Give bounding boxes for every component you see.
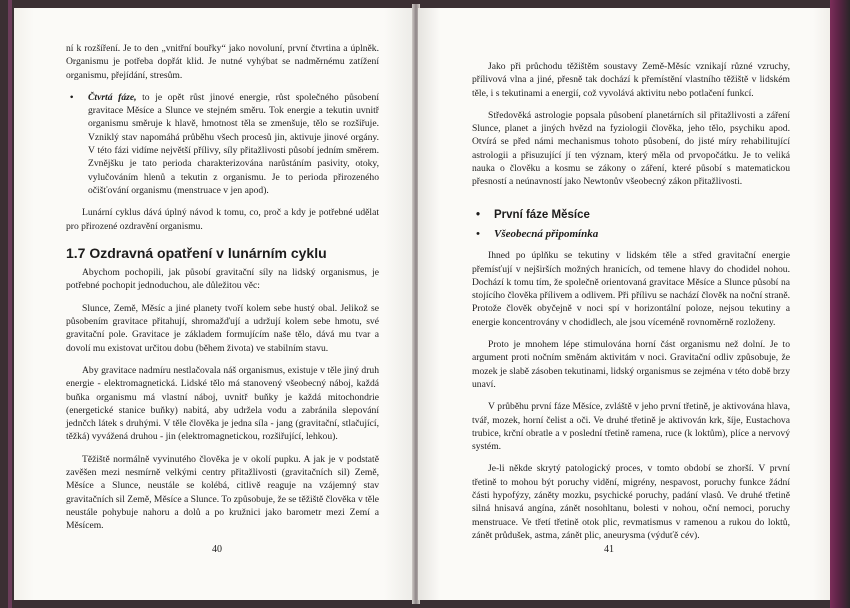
paragraph: Jako při průchodu těžištěm soustavy Země-Měsíc vznikají různé vzruchy, přílivová vlna a jiné, přesně tak dochází k přemístění vlastního těžiště v lidském těle, i s tekutinami a energií, což vyvolává aktivitu nebo potlačení funkcí. (472, 61, 790, 99)
bullet-lead: Čtvrtá fáze, (88, 91, 137, 103)
paragraph: Proto je mnohem lépe stimulována horní část organismu než dolní. Je to argument proti nočním směnám aktivitám v noci. Gravitační odliv způsobuje, že mozek je slabě zásoben tekutinami, lidský organismus se zejména v této době brzy unaví. (472, 339, 790, 390)
paragraph: Středověká astrologie popsala působení planetárních sil přitažlivosti a záření Slunce, planet a jiných hvězd na fyziologii člověka, jeho tělo, psychiku apod. Otvírá se před námi mechanismus tohoto působení, do jisté míry rehabilitující astrologii a přisuzující jí ten význam, který měla od prvopočátku. Je to veliká nauka o člověku a kosmu se zákony o záření, které působí s matematickou přesností a neúnavností jako Newtonův všeobecný zákon přitažlivosti. (472, 109, 790, 188)
page-number: 40 (212, 544, 222, 555)
book-cover-edge (830, 0, 850, 608)
page-number: 41 (604, 544, 614, 555)
bullet-icon: • (476, 208, 481, 221)
bullet-item (66, 91, 379, 197)
bullet-text: to je opět růst jinové energie, růst společného působení gravitace Měsíce a Slunce ve stejném směru. Tok energie a tekutin uvnitř organismu směruje k hlavě, hmotnost těla se zmenšuje, tělo se rozšiřuje. Vzniklý stav napomáhá průběhu všech procesů jin, aktivuje jinové orgány. V této fázi vidíme největší přílivy, síly přitažlivosti působí jedním směrem. Zvnějšku je tato perioda charakterizována narůstáním pasivity, otoky, vylučováním hlenů a tekutin z organismu. Je to perioda přirozeného očišťování organismu (menstruace v jen apod). (88, 91, 379, 196)
paragraph: Slunce, Země, Měsíc a jiné planety tvoří kolem sebe hustý obal. Jelikož se působením gravitace přitahují, shromažďují a udržují kolem sebe hmotu, své gravitační pole. Gravitace je základem formujícím naše tělo, dává mu tvar a dovolí mu existovat určitou dobu (během života) ve stabilním stavu. (66, 302, 379, 354)
bullet-icon: • (476, 227, 480, 240)
left-page-content (66, 42, 379, 542)
paragraph: ní k rozšíření. Je to den „vnitřní bouřky“ jako novoluní, první čtvrtina a úplněk. Organismu je potřeba dopřát klid. Je nutné vyhýbat se nadměrnému zatížení organismu, přejídání, stresům. (66, 43, 379, 81)
left-page (14, 8, 414, 600)
paragraph: Aby gravitace nadmíru nestlačovala náš organismus, existuje v těle jiný druh energie - elektromagnetická. Lidské tělo má stanovený všeobecný náboj, každá buňka organismu má vlastní náboj, uvnitř buňky je každá mitochondrie (energetické stanice buňky) nabitá, aby udržela vodu a zabránila slepování jednčch látek s druhými. V těle člověka je jedna síla - jang (gravitační, stlačující, těžká) vyvážená druhou - jin (elektromagnetickou, rozšiřující, lehkou). (66, 364, 379, 443)
subheading (472, 228, 790, 241)
paragraph: Je-li někde skrytý patologický proces, v tomto období se zhorší. V první třetině to mohou být poruchy vidění, migrény, nespavost, poruchy funkce žádní části hypofýzy, záněty mozku, psychické poruchy, padání vlasů. Ve druhé třetině silná hnisavá angína, zánět nosohltanu, bolesti v nohou, oční nemoci, poruchy menstruace. Ve třetí třetině otok plic, revmatismus v ramenou a rukou do loktů, zánět průdušek, astma, zánět plic, aneurysma (výduťě cév). (472, 463, 790, 541)
bullet-icon: • (70, 91, 74, 103)
paragraph: V průběhu první fáze Měsíce, zvláště v jeho první třetině, je aktivována hlava, tvář, mozek, horní čelist a oči. Ve druhé třetině je aktivován krk, šíje, Eustachova trubice, krční obratle a v poslední třetině ramena, ruce (k loktům), plíce a nervový systém. (472, 401, 790, 453)
paragraph: Těžiště normálně vyvinutého člověka je v okolí pupku. A jak je v podstatě zavěšen mezi nesmírně velkými centry přitažlivosti (gravitačních sil) Země, Měsíce a Slunce, neustále se kolébá, citlivě reaguje na vzájemný stav gravitačních sil Země, Měsíce a Slunce. To způsobuje, že se těžiště člověka v těle neustále pohybuje nahoru a dolů a po kružnici jako barometr mezi Zemí a Měsícem. (66, 453, 379, 532)
section-heading-text: První fáze Měsíce (494, 208, 590, 221)
right-page-content (472, 60, 790, 551)
paragraph: Ihned po úplňku se tekutiny v lidském těle a střed gravitační energie přemísťují v nejširších možných hranicích, od temene hlavy do chodidel nohou. Dochází k tomu tím, že společně orientovaná gravitace Měsíce a Slunce působí na stojícího člověka přílivem a odlivem. Při přílivu se nachází člověk na noční straně. Protože člověk obyčejně v noci spí v horizontální poloze, nejsou tekutiny a energie koncentrovány v chodidlech, ale jsou víceméně rovnoměrně rozloženy. (472, 250, 790, 328)
section-heading (472, 209, 790, 222)
paragraph: Lunární cyklus dává úplný návod k tomu, co, proč a kdy je potřebné udělat pro přirozené ozdravění organismu. (66, 207, 379, 232)
paragraph: Abychom pochopili, jak působí gravitační síly na lidský organismus, je potřebné pochopit jednoduchou, ale důležitou věc: (66, 267, 379, 292)
right-page (418, 8, 830, 600)
section-heading: 1.7 Ozdravná opatření v lunárním cyklu (66, 244, 327, 261)
subheading-text: Všeobecná připomínka (494, 227, 599, 240)
